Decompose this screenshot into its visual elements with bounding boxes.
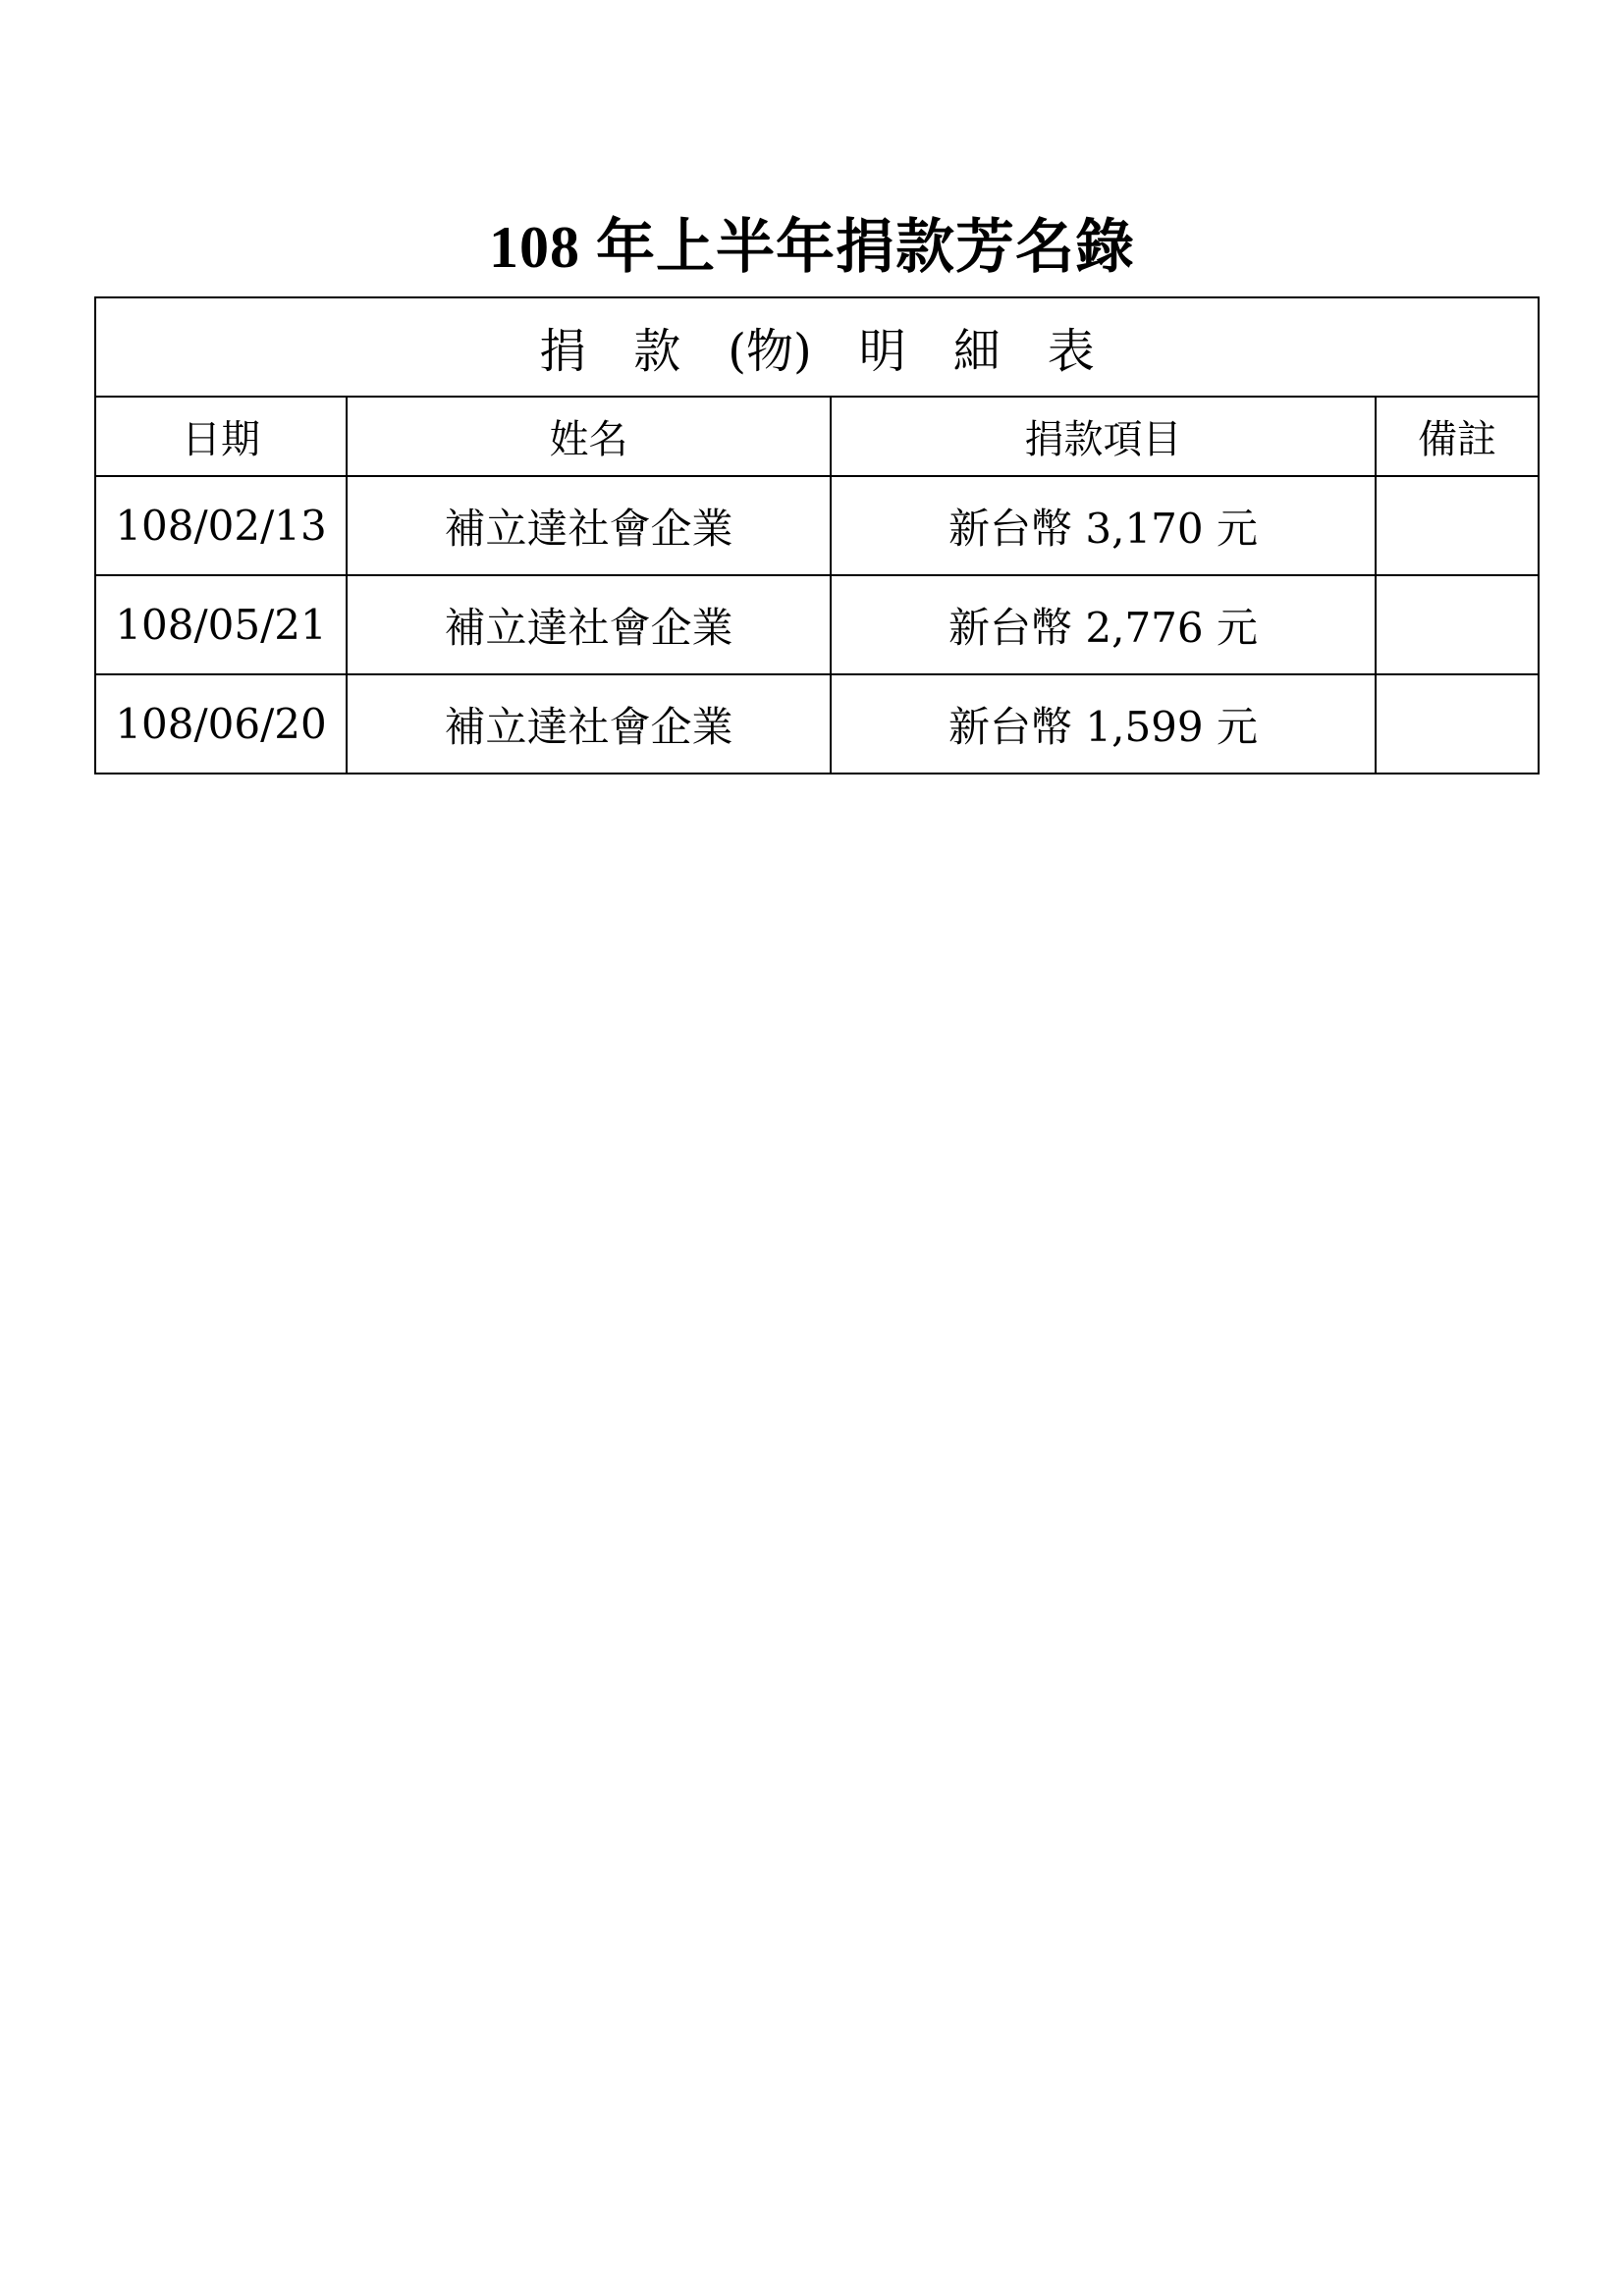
page-title: 108 年上半年捐款芳名錄 (489, 215, 1135, 280)
column-header-item: 捐款項目 (831, 397, 1376, 476)
column-header-date: 日期 (95, 397, 347, 476)
column-header-note: 備註 (1376, 397, 1539, 476)
table-row (95, 476, 1539, 575)
caption-char: 捐 (539, 324, 587, 379)
column-header-name: 姓名 (347, 397, 831, 476)
caption-char: 款 (633, 324, 681, 379)
cell-date: 108/06/20 (95, 674, 347, 774)
cell-item: 新台幣 1,599 元 (831, 674, 1376, 774)
table-caption (95, 297, 1539, 397)
cell-name: 補立達社會企業 (347, 674, 831, 774)
caption-char: 表 (1047, 324, 1095, 379)
caption-char: (物) (728, 324, 812, 379)
cell-name: 補立達社會企業 (347, 476, 831, 575)
donation-table (94, 296, 1540, 774)
cell-name: 補立達社會企業 (347, 575, 831, 674)
table-row (95, 674, 1539, 774)
caption-char: 明 (858, 324, 906, 379)
cell-note (1376, 575, 1539, 674)
cell-item: 新台幣 2,776 元 (831, 575, 1376, 674)
table-caption-row (95, 297, 1539, 397)
cell-item: 新台幣 3,170 元 (831, 476, 1376, 575)
cell-note (1376, 476, 1539, 575)
table-header-row (95, 397, 1539, 476)
caption-char: 細 (952, 324, 1001, 379)
table-row (95, 575, 1539, 674)
cell-date: 108/05/21 (95, 575, 347, 674)
cell-date: 108/02/13 (95, 476, 347, 575)
cell-note (1376, 674, 1539, 774)
